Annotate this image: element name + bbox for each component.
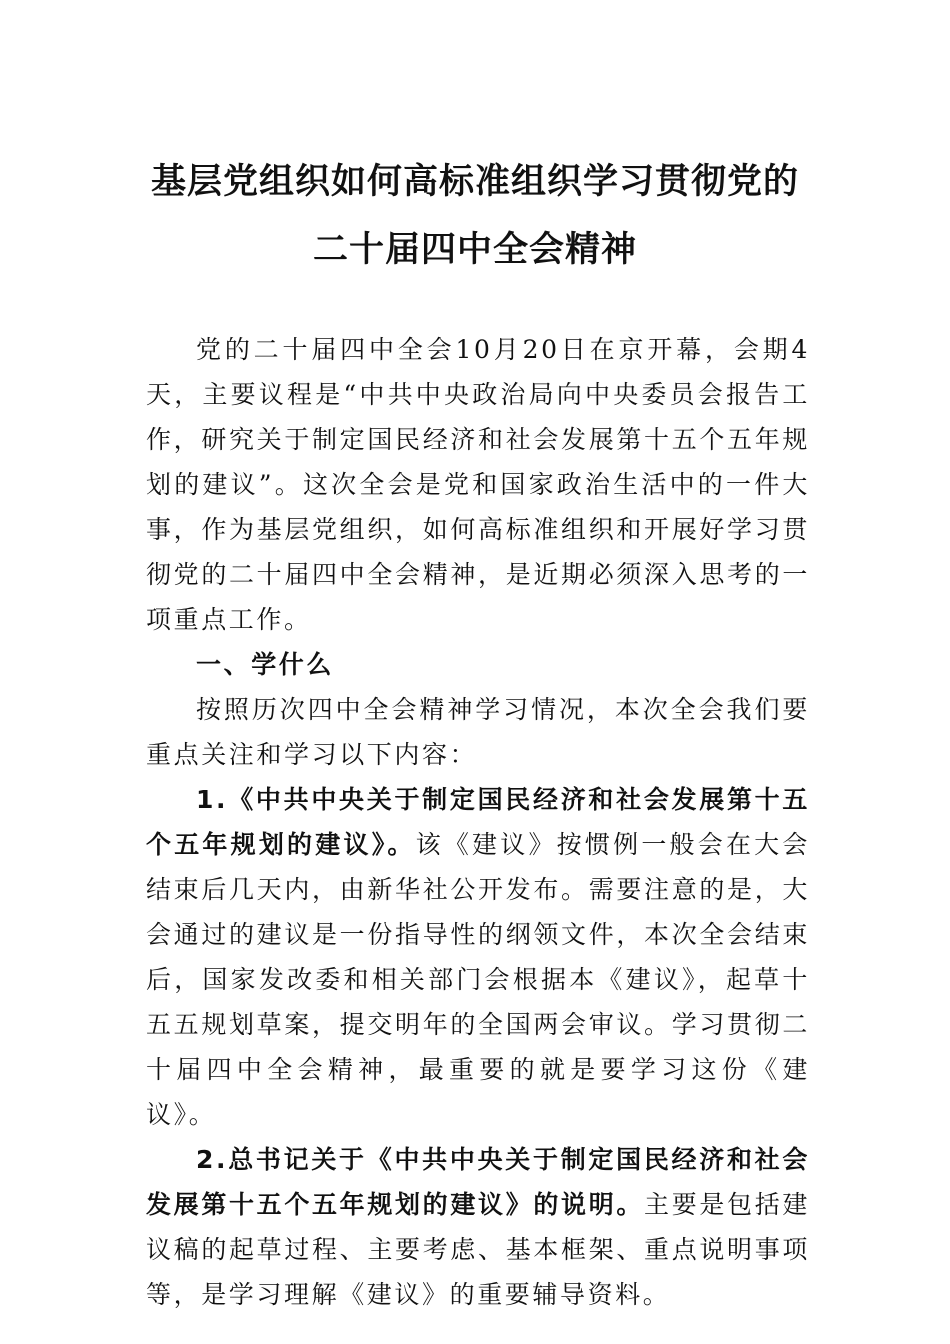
list-item-2-title: 2.总书记关于《中共中央关于制定国民经济和社会发展第十五个五年规划的建议》的说明。 — [146, 1145, 810, 1219]
document-title-line-1: 基层党组织如何高标准组织学习贯彻党的 — [150, 162, 799, 202]
list-item-2 — [146, 1137, 810, 1317]
list-item-1 — [146, 777, 810, 1137]
intro-paragraph: 党的二十届四中全会10月20日在京开幕，会期4天，主要议程是“中共中央政治局向中央委员会报告工作，研究关于制定国民经济和社会发展第十五个五年规划的建议”。这次全会是党和国家政治生活中的一件大事，作为基层党组织，如何高标准组织和开展好学习贯彻党的二十届四中全会精神，是近期必须深入思考的一项重点工作。 — [146, 335, 810, 634]
list-item-1-title: 1.《中共中央关于制定国民经济和社会发展第十五个五年规划的建议》。 — [146, 785, 810, 859]
document-body — [146, 327, 810, 1317]
section-intro-paragraph: 按照历次四中全会精神学习情况，本次全会我们要重点关注和学习以下内容： — [146, 695, 810, 769]
list-item-1-text: 该《建议》按惯例一般会在大会结束后几天内，由新华社公开发布。需要注意的是，大会通过的建议是一份指导性的纲领文件，本次全会结束后，国家发改委和相关部门会根据本《建议》，起草十五五规划草案，提交明年的全国两会审议。学习贯彻二十届四中全会精神，最重要的就是要学习这份《建议》。 — [146, 830, 810, 1129]
document-title-line-2: 二十届四中全会精神 — [312, 230, 637, 270]
section-heading-what-to-learn: 一、学什么 — [196, 650, 335, 679]
list-item-2-text: 主要是包括建议稿的起草过程、主要考虑、基本框架、重点说明事项等，是学习理解《建议》的重要辅导资料。 — [146, 1190, 810, 1309]
